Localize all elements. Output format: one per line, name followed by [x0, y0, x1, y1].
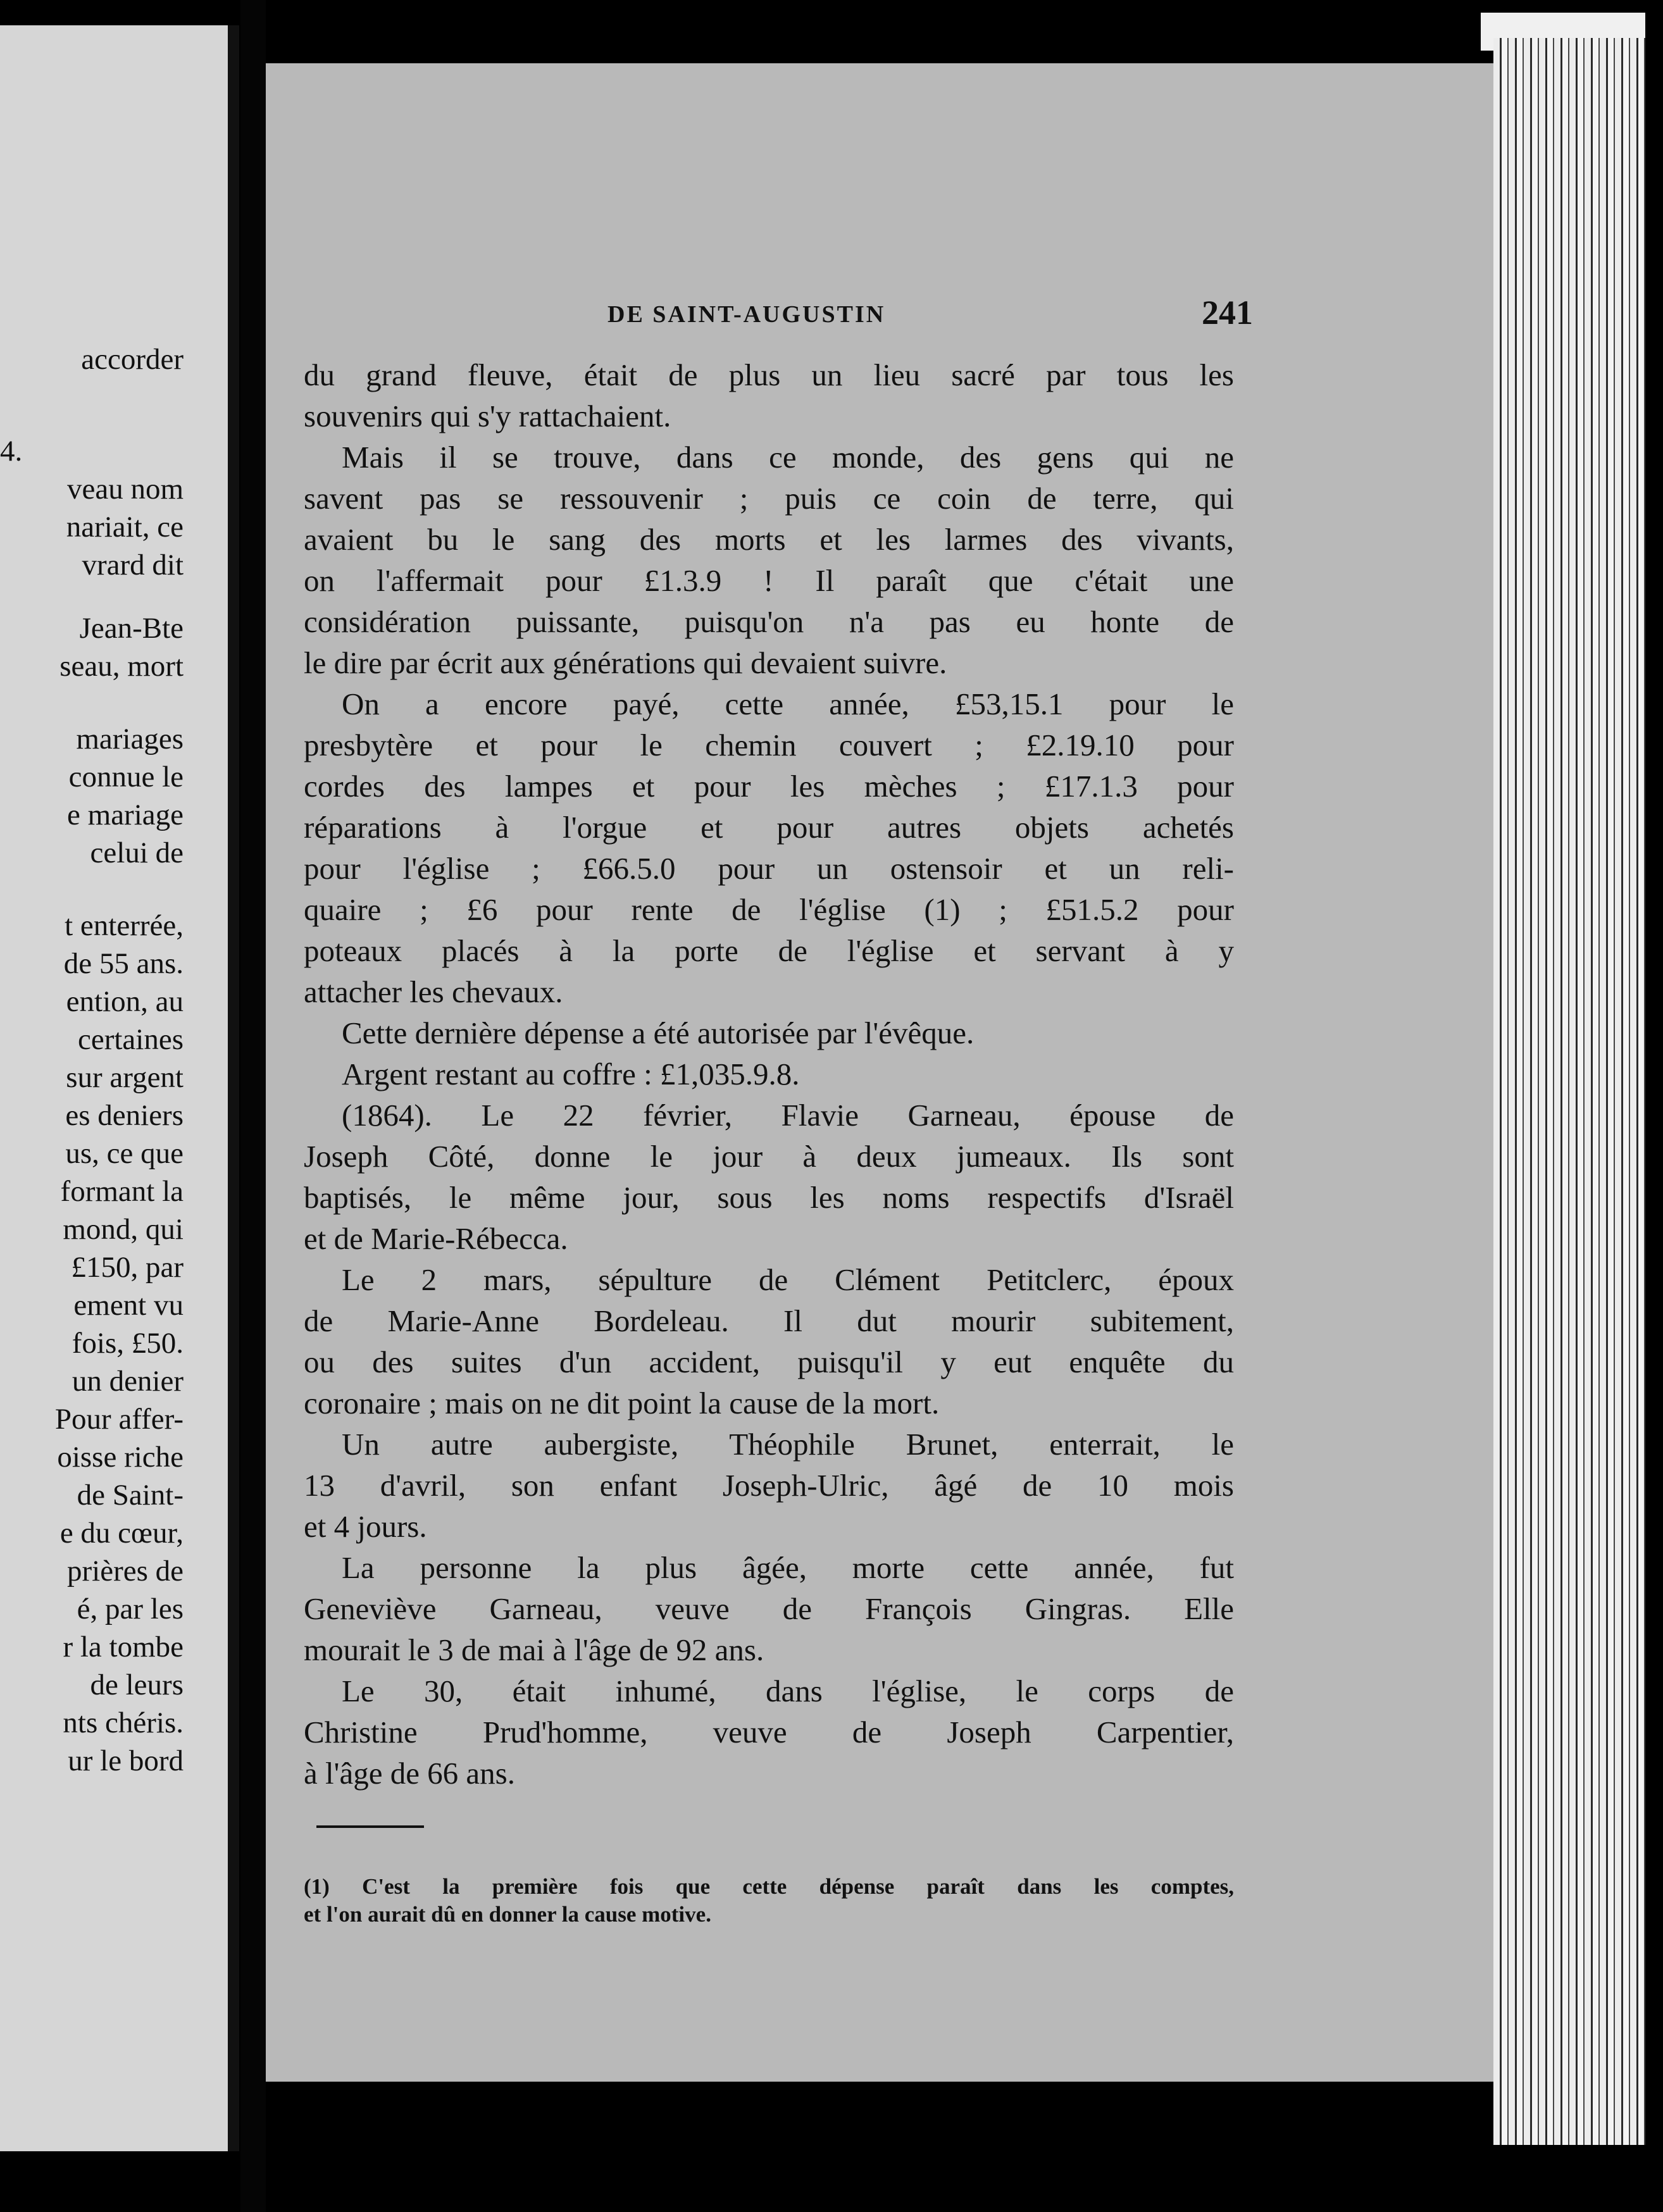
- left-line: connue le: [68, 761, 184, 793]
- left-line: t enterrée,: [65, 909, 184, 942]
- text-line: Un autre aubergiste, Théophile Brunet, enterrait, le: [342, 1427, 1234, 1462]
- text-line: du grand fleuve, était de plus un lieu sacré par tous les: [304, 357, 1234, 392]
- left-line: nariait, ce: [66, 511, 184, 544]
- footnote-line: et l'on aurait dû en donner la cause motive.: [304, 1902, 711, 1927]
- text-line: 13 d'avril, son enfant Joseph-Ulric, âgé de 10 mois: [304, 1468, 1234, 1503]
- footnote-line: (1) C'est la première fois que cette dépense paraît dans les comptes,: [304, 1874, 1234, 1899]
- text-line: quaire ; £6 pour rente de l'église (1) ; £51.5.2 pour: [304, 892, 1234, 927]
- left-line: 4.: [0, 435, 23, 468]
- text-line: Le 2 mars, sépulture de Clément Petitclerc, époux: [342, 1262, 1234, 1297]
- left-line: de leurs: [90, 1668, 184, 1701]
- text-line: ou des suites d'un accident, puisqu'il y eut enquête du: [304, 1345, 1234, 1379]
- text-line: considération puissante, puisqu'on n'a pas eu honte de: [304, 604, 1234, 639]
- text-line: cordes des lampes et pour les mèches ; £17.1.3 pour: [304, 769, 1234, 804]
- text-line: On a encore payé, cette année, £53,15.1 pour le: [342, 687, 1234, 721]
- body-text: [304, 354, 1234, 1794]
- running-title: DE SAINT-AUGUSTIN: [607, 301, 886, 328]
- text-line: le dire par écrit aux générations qui devaient suivre.: [304, 645, 947, 680]
- footnote: [304, 1873, 1234, 1929]
- left-line: ention, au: [66, 985, 184, 1018]
- left-line: é, par les: [77, 1593, 184, 1625]
- left-line: e du cœur,: [59, 1517, 184, 1550]
- left-line: formant la: [60, 1175, 184, 1208]
- text-line: Le 30, était inhumé, dans l'église, le corps de: [342, 1674, 1234, 1708]
- left-line: ement vu: [73, 1289, 184, 1322]
- left-line: mariages: [76, 723, 184, 755]
- text-line: La personne la plus âgée, morte cette année, fut: [342, 1550, 1234, 1585]
- text-line: et de Marie-Rébecca.: [304, 1221, 568, 1256]
- text-line: presbytère et pour le chemin couvert ; £2.19.10 pour: [304, 728, 1234, 762]
- left-line: Pour affer-: [54, 1403, 184, 1436]
- left-line: us, ce que: [65, 1137, 184, 1170]
- text-line: savent pas se ressouvenir ; puis ce coin de terre, qui: [304, 481, 1234, 516]
- left-line: £150, par: [71, 1251, 184, 1284]
- left-line: de 55 ans.: [63, 947, 184, 980]
- left-line: vrard dit: [82, 549, 184, 581]
- left-line: fois, £50.: [72, 1327, 184, 1360]
- left-line: es deniers: [65, 1099, 184, 1132]
- text-line: (1864). Le 22 février, Flavie Garneau, épouse de: [342, 1098, 1234, 1133]
- left-line: Jean-Bte: [79, 612, 184, 645]
- text-line: avaient bu le sang des morts et les larmes des vivants,: [304, 522, 1234, 557]
- left-line: seau, mort: [59, 650, 184, 683]
- text-line: poteaux placés à la porte de l'église et servant à y: [304, 933, 1234, 968]
- left-line: nts chéris.: [63, 1706, 184, 1739]
- left-line: sur argent: [66, 1061, 184, 1094]
- text-line: baptisés, le même jour, sous les noms respectifs d'Israël: [304, 1180, 1234, 1215]
- left-line: veau nom: [66, 473, 184, 506]
- left-line: mond, qui: [63, 1213, 184, 1246]
- text-line: Argent restant au coffre : £1,035.9.8.: [342, 1057, 800, 1091]
- left-line: r la tombe: [63, 1631, 184, 1663]
- text-line: et 4 jours.: [304, 1509, 427, 1544]
- left-page: [0, 25, 239, 2151]
- text-line: Mais il se trouve, dans ce monde, des gens qui ne: [342, 440, 1234, 475]
- text-line: Geneviève Garneau, veuve de François Gingras. Elle: [304, 1591, 1234, 1626]
- left-line: celui de: [90, 836, 184, 869]
- text-line: on l'affermait pour £1.3.9 ! Il paraît que c'était une: [304, 563, 1234, 598]
- text-line: souvenirs qui s'y rattachaient.: [304, 399, 671, 433]
- left-line: prières de: [67, 1555, 184, 1588]
- running-head: [266, 294, 1253, 345]
- text-line: de Marie-Anne Bordeleau. Il dut mourir subitement,: [304, 1303, 1234, 1338]
- left-line: oisse riche: [57, 1441, 184, 1474]
- right-page: [266, 63, 1493, 2082]
- text-line: pour l'église ; £66.5.0 pour un ostensoir et un reli-: [304, 851, 1234, 886]
- left-line: accorder: [81, 343, 184, 376]
- left-line: de Saint-: [77, 1479, 184, 1512]
- text-line: à l'âge de 66 ans.: [304, 1756, 516, 1791]
- text-line: réparations à l'orgue et pour autres objets achetés: [304, 810, 1234, 845]
- book-gutter: [240, 0, 266, 2212]
- text-line: Christine Prud'homme, veuve de Joseph Carpentier,: [304, 1715, 1234, 1749]
- left-line: e mariage: [67, 798, 184, 831]
- page-number: 241: [1202, 294, 1253, 332]
- text-line: attacher les chevaux.: [304, 974, 563, 1009]
- left-line: un denier: [72, 1365, 184, 1398]
- text-line: coronaire ; mais on ne dit point la cause de la mort.: [304, 1386, 940, 1420]
- text-line: mourait le 3 de mai à l'âge de 92 ans.: [304, 1632, 764, 1667]
- left-line: ur le bord: [68, 1744, 184, 1777]
- text-line: Cette dernière dépense a été autorisée par l'évêque.: [342, 1016, 975, 1050]
- text-line: Joseph Côté, donne le jour à deux jumeaux. Ils sont: [304, 1139, 1234, 1174]
- page-edges: [1493, 38, 1645, 2145]
- footnote-rule: [316, 1825, 424, 1828]
- left-line: certaines: [77, 1023, 184, 1056]
